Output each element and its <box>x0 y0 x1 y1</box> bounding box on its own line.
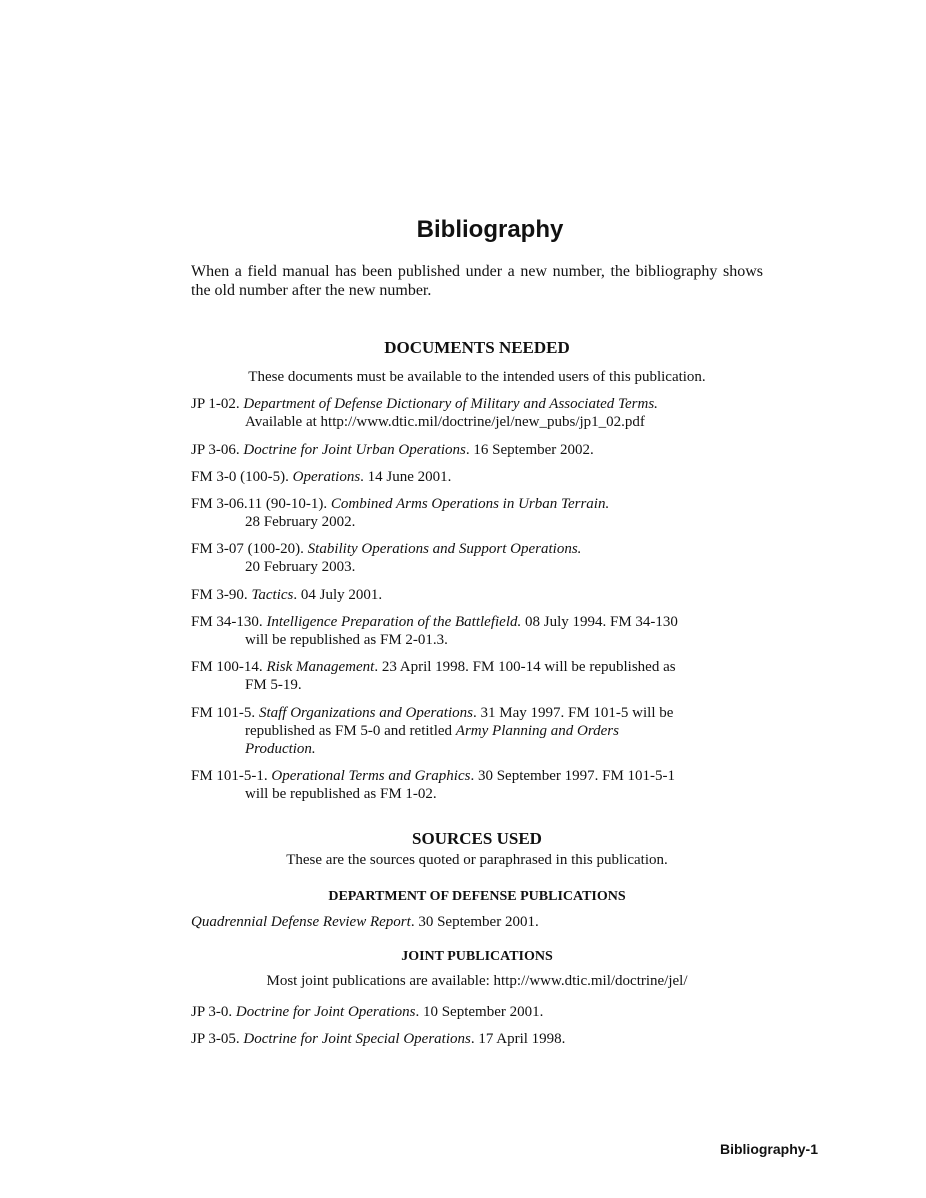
entry-rest: . 30 September 1997. FM 101-5-1 <box>470 768 676 784</box>
entry-continuation <box>191 722 751 740</box>
entry-continuation <box>191 740 751 758</box>
page-title: Bibliography <box>416 216 564 243</box>
bib-entry <box>191 767 751 803</box>
bib-entry <box>191 1003 751 1021</box>
entry-continuation-text: republished as FM 5-0 and retitled <box>245 723 456 739</box>
entry-prefix: FM 101-5-1. <box>191 768 272 784</box>
bib-entry <box>191 540 751 576</box>
entry-continuation: will be republished as FM 2-01.3. <box>245 632 448 648</box>
bib-entry <box>191 658 751 694</box>
entry-prefix: JP 3-05. <box>191 1031 244 1047</box>
entry-continuation: 20 February 2003. <box>245 559 356 575</box>
bib-entry <box>191 1030 751 1048</box>
documents-needed-heading: DOCUMENTS NEEDED <box>384 338 570 357</box>
entry-rest: . 04 July 2001. <box>293 587 383 603</box>
sources-used-heading: SOURCES USED <box>412 829 542 848</box>
bib-entry <box>191 613 751 649</box>
entry-title: Operations <box>292 469 361 485</box>
entry-continuation: FM 5-19. <box>245 677 302 693</box>
entry-prefix: JP 3-0. <box>191 1004 236 1020</box>
bib-entry <box>191 704 751 758</box>
entry-title: Doctrine for Joint Operations <box>235 1004 416 1020</box>
page-footer: Bibliography-1 <box>719 1141 818 1157</box>
entry-prefix: FM 3-90. <box>191 587 252 603</box>
entry-rest: 08 July 1994. FM 34-130 <box>521 614 678 630</box>
joint-publications-note: Most joint publications are available: http://www.dtic.mil/doctrine/jel/ <box>266 973 688 989</box>
entry-prefix: FM 100-14. <box>191 659 267 675</box>
entry-rest: . 30 September 2001. <box>410 914 539 930</box>
entry-rest: . 14 June 2001. <box>360 469 452 485</box>
bib-entry <box>191 495 751 531</box>
intro-paragraph: When a field manual has been published under a new number, the bibliography shows the old number after the new number. <box>191 263 763 299</box>
entry-rest: . 31 May 1997. FM 101-5 will be <box>472 705 674 721</box>
entry-title: Department of Defense Dictionary of Military and Associated Terms. <box>243 396 658 412</box>
entry-prefix: FM 34-130. <box>191 614 267 630</box>
entry-continuation: Available at http://www.dtic.mil/doctrine/jel/new_pubs/jp1_02.pdf <box>245 414 645 430</box>
entry-prefix: FM 3-07 (100-20). <box>191 541 308 557</box>
entry-title: Combined Arms Operations in Urban Terrain. <box>330 496 610 512</box>
entry-prefix: FM 3-06.11 (90-10-1). <box>191 496 331 512</box>
entry-title: Intelligence Preparation of the Battlefield. <box>266 614 522 630</box>
entry-title: Stability Operations and Support Operations. <box>307 541 582 557</box>
entry-rest: . 16 September 2002. <box>465 442 594 458</box>
sources-used-note: These are the sources quoted or paraphrased in this publication. <box>286 852 668 868</box>
bib-entry <box>191 468 751 486</box>
documents-needed-note: These documents must be available to the intended users of this publication. <box>248 369 706 385</box>
entry-prefix: FM 3-0 (100-5). <box>191 469 293 485</box>
entry-title: Operational Terms and Graphics <box>271 768 471 784</box>
entry-title: Doctrine for Joint Urban Operations <box>243 442 466 458</box>
entry-title: Risk Management <box>266 659 375 675</box>
bib-entry <box>191 913 751 931</box>
entry-continuation-title: Army Planning and Orders <box>455 723 619 739</box>
entry-title: Doctrine for Joint Special Operations <box>243 1031 471 1047</box>
entry-title: Quadrennial Defense Review Report <box>191 914 411 930</box>
joint-publications-heading: JOINT PUBLICATIONS <box>401 949 553 964</box>
dod-publications-heading: DEPARTMENT OF DEFENSE PUBLICATIONS <box>328 889 626 904</box>
entry-prefix: JP 1-02. <box>191 396 244 412</box>
entry-rest: . 17 April 1998. <box>470 1031 566 1047</box>
entry-prefix: JP 3-06. <box>191 442 244 458</box>
entry-continuation: will be republished as FM 1-02. <box>245 786 437 802</box>
entry-title: Tactics <box>251 587 294 603</box>
entry-continuation: 28 February 2002. <box>245 514 356 530</box>
bib-entry <box>191 395 751 431</box>
entry-continuation-title: Production. <box>245 741 316 757</box>
bib-entry <box>191 586 751 604</box>
entry-title: Staff Organizations and Operations <box>258 705 473 721</box>
entry-rest: . 23 April 1998. FM 100-14 will be republished as <box>374 659 676 675</box>
entry-rest: . 10 September 2001. <box>415 1004 544 1020</box>
entry-prefix: FM 101-5. <box>191 705 259 721</box>
bib-entry <box>191 441 751 459</box>
